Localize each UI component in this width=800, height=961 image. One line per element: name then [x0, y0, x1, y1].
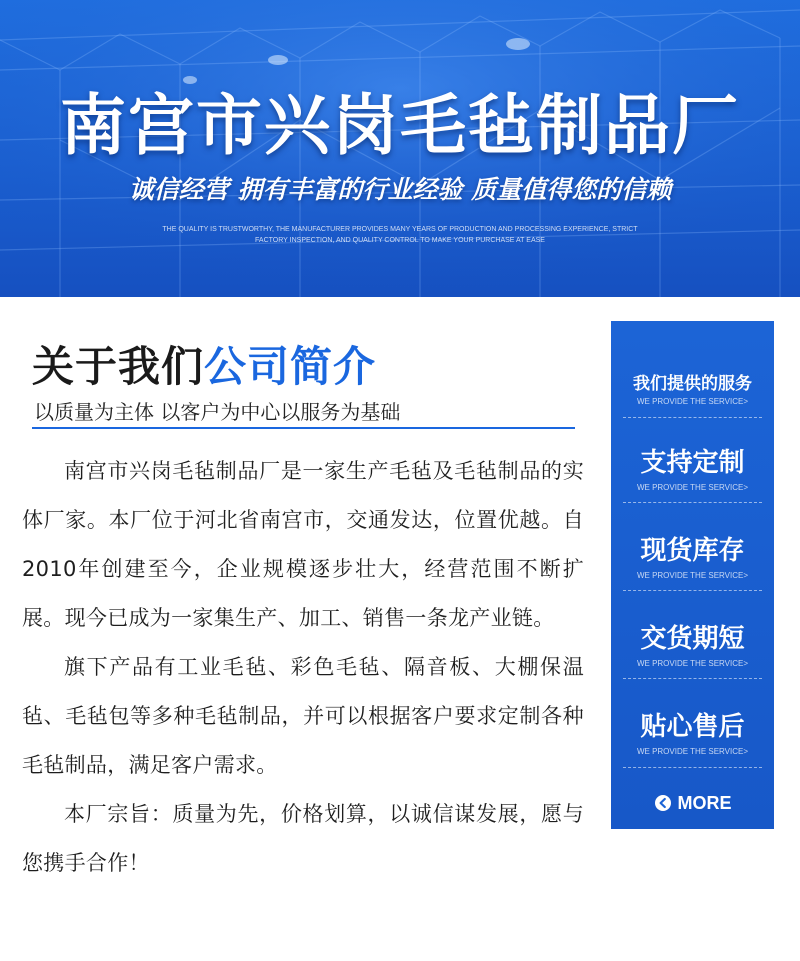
- about-subheading: 以质量为主体 以客户为中心以服务为基础: [34, 400, 401, 424]
- services-heading: 我们提供的服务: [633, 374, 752, 394]
- services-divider: [623, 590, 762, 591]
- services-divider: [623, 502, 762, 503]
- arrow-left-circle-icon: [654, 794, 672, 812]
- hero-english-tagline: [150, 224, 650, 246]
- service-item-en: WE PROVIDE THE SERVICE>: [636, 659, 749, 668]
- hero-english-tagline-line-1: THE QUALITY IS TRUSTWORTHY, THE MANUFACTURER PROVIDES MANY YEARS OF PRODUCTION AND PROCESSING EXPERIENCE, STRICT: [162, 226, 638, 233]
- intro-paragraph-1: 南宫市兴岗毛毡制品厂是一家生产毛毡及毛毡制品的实体厂家。本厂位于河北省南宫市，交通发达，位置优越。自2010年创建至今，企业规模逐步壮大，经营范围不断扩展。现今已成为一家集生产、加工、销售一条龙产业链。: [22, 459, 584, 630]
- hero-slogan: 诚信经营 拥有丰富的行业经验 质量值得您的信赖: [128, 175, 672, 204]
- about-heading-part2: 公司简介: [204, 342, 377, 391]
- services-heading-en: WE PROVIDE THE SERVICE>: [636, 397, 749, 406]
- service-item-after-sales[interactable]: 贴心售后: [640, 712, 745, 742]
- hero-banner: [0, 0, 800, 297]
- service-item-en: WE PROVIDE THE SERVICE>: [636, 747, 749, 756]
- company-name-title: 南宫市兴岗毛毡制品厂: [60, 87, 740, 164]
- about-heading-part1: 关于我们: [32, 342, 205, 391]
- services-panel: [611, 321, 774, 829]
- service-item-en: WE PROVIDE THE SERVICE>: [636, 483, 749, 492]
- more-label: MORE: [677, 792, 732, 813]
- service-item-fast-delivery[interactable]: 交货期短: [640, 624, 745, 654]
- intro-paragraph-3: 本厂宗旨：质量为先，价格划算，以诚信谋发展，愿与您携手合作！: [22, 802, 584, 875]
- services-divider: [623, 767, 762, 768]
- about-divider: [32, 427, 575, 429]
- more-button[interactable]: [611, 789, 774, 817]
- services-divider: [623, 417, 762, 418]
- hero-english-tagline-line-2: FACTORY INSPECTION, AND QUALITY CONTROL TO MAKE YOUR PURCHASE AT EASE: [255, 237, 545, 244]
- company-intro: [22, 447, 584, 888]
- intro-paragraph-2: 旗下产品有工业毛毡、彩色毛毡、隔音板、大棚保温毡、毛毡包等多种毛毡制品，并可以根据客户要求定制各种毛毡制品，满足客户需求。: [22, 655, 584, 777]
- about-heading: [32, 334, 376, 394]
- service-item-in-stock[interactable]: 现货库存: [640, 536, 745, 566]
- service-item-customization[interactable]: 支持定制: [640, 448, 745, 478]
- service-item-en: WE PROVIDE THE SERVICE>: [636, 571, 749, 580]
- services-divider: [623, 678, 762, 679]
